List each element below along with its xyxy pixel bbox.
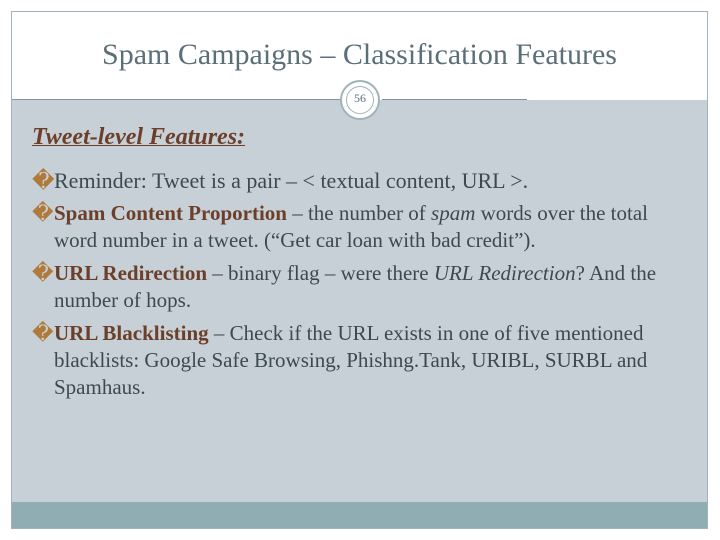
title-divider-left <box>12 99 342 100</box>
bullet-text: words over the total word number in a tweet. (“Get car loan with bad credit”). <box>54 201 648 252</box>
bullet-italic: spam <box>431 201 476 225</box>
page-number-badge <box>340 80 380 120</box>
bullet-text: ? And the number of hops. <box>54 261 657 312</box>
bullet-marker-icon: � <box>32 321 54 345</box>
bullet-marker-icon: � <box>32 261 54 285</box>
slide-title: Spam Campaigns – Classification Features <box>102 38 617 71</box>
bullet-text: – binary flag – were there <box>207 261 434 285</box>
bullet-spam-content-proportion <box>32 200 692 254</box>
title-divider-right <box>382 99 527 100</box>
bullet-marker-icon: � <box>32 201 54 225</box>
bullet-text: Reminder: Tweet is a pair – < textual content, URL >. <box>54 168 529 193</box>
bullet-marker-icon: � <box>32 168 55 193</box>
footer-bar <box>12 502 707 528</box>
bullet-reminder <box>32 167 692 194</box>
bullet-italic: URL Redirection <box>433 261 576 285</box>
bullet-text: – the number of <box>286 201 432 225</box>
bullet-keyword: Spam Content Proportion <box>54 201 287 225</box>
bullet-url-blacklisting <box>32 320 692 401</box>
section-heading: Tweet-level Features: <box>32 124 246 150</box>
bullet-list <box>32 167 692 407</box>
bullet-url-redirection <box>32 260 692 314</box>
page-number: 56 <box>354 91 366 105</box>
bullet-keyword: URL Redirection <box>54 261 208 285</box>
bullet-keyword: URL Blacklisting <box>54 321 209 345</box>
bullet-text: – Check if the URL exists in one of five mentioned blacklists: Google Safe Browsing, Phishng.Tank, URIBL, SURBL and Spamhaus. <box>54 321 648 399</box>
